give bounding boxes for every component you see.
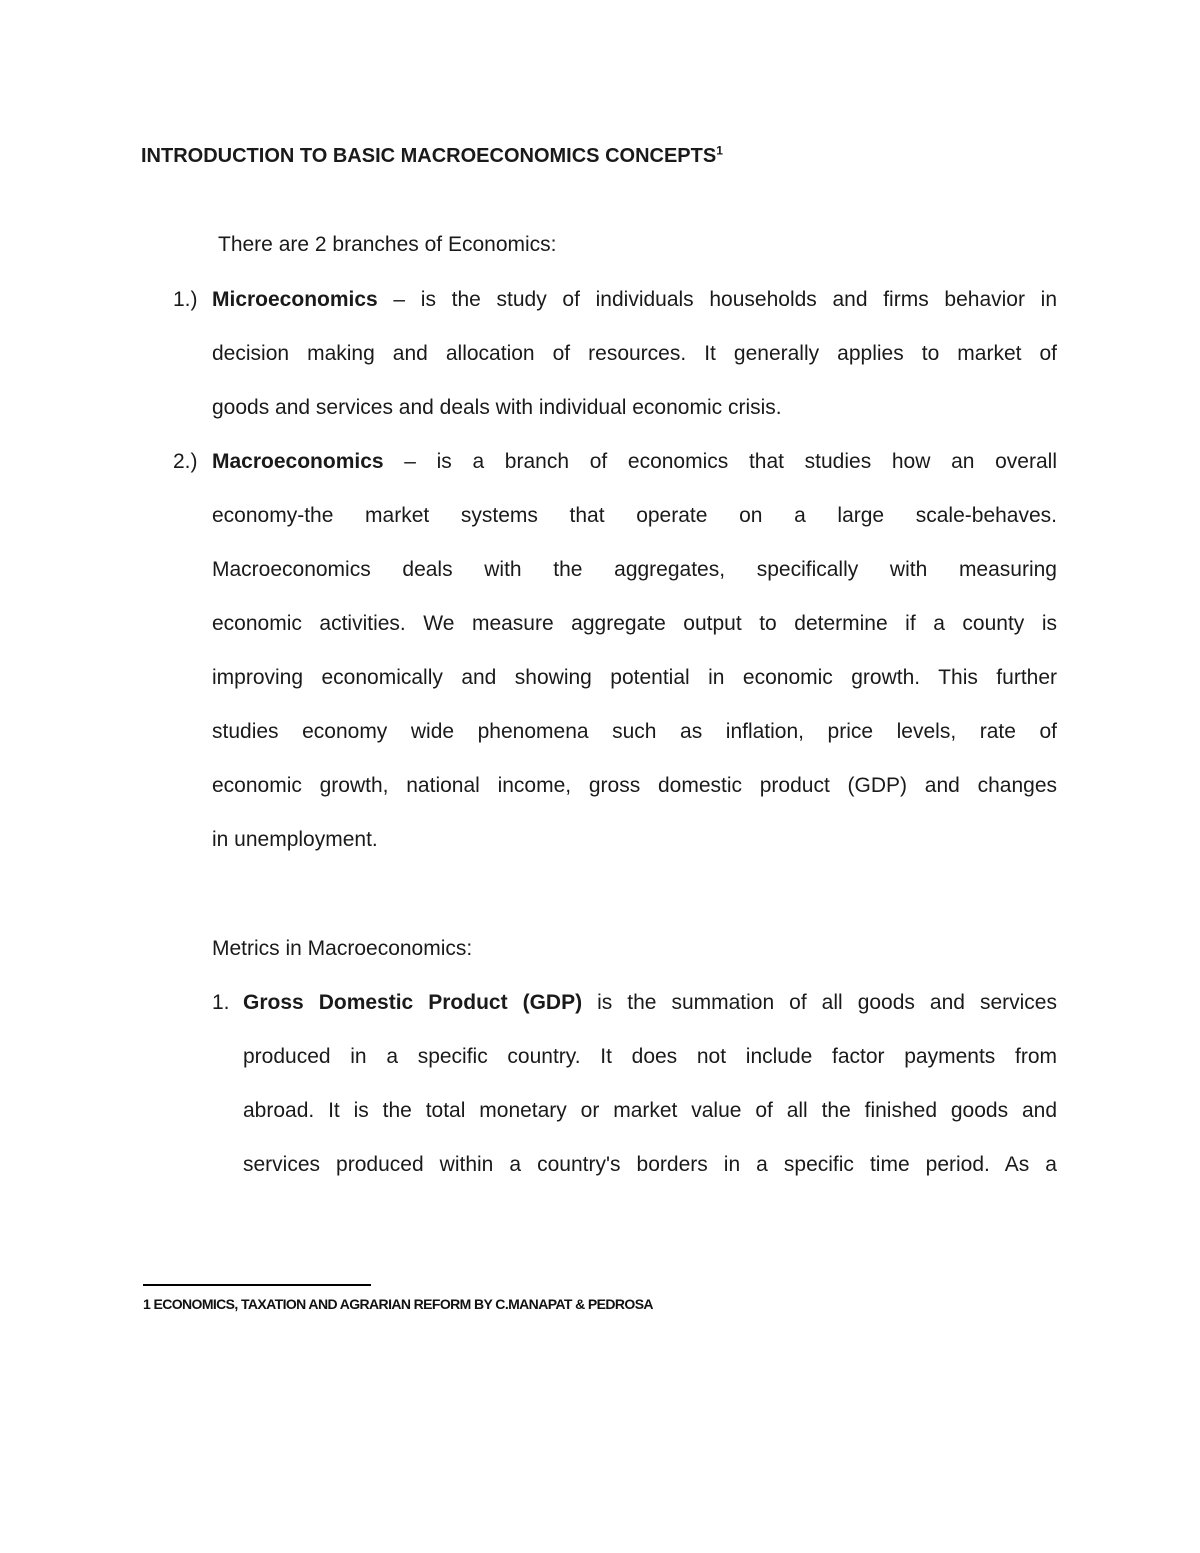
branch-1-line-3: goods and services and deals with individual economic crisis. — [212, 396, 782, 419]
branch-1-term: Microeconomics — [212, 288, 378, 311]
metric-1-line-3: abroad. It is the total monetary or market value of all the finished goods and — [243, 1099, 1057, 1122]
branch-2-line-1-text: – is a branch of economics that studies how an overall — [383, 450, 1057, 473]
branch-2-line-8: in unemployment. — [212, 828, 378, 851]
metric-1-line-4: services produced within a country's borders in a specific time period. As a — [243, 1153, 1057, 1176]
metric-1-item — [243, 988, 1057, 1204]
metric-1-number: 1. — [212, 991, 230, 1014]
branch-2-line-2: economy-the market systems that operate on a large scale-behaves. — [212, 504, 1057, 527]
branch-2-term: Macroeconomics — [212, 450, 384, 473]
branch-1-line-1 — [212, 285, 1057, 339]
document-title — [141, 142, 723, 170]
branch-1-line-2: decision making and allocation of resources. It generally applies to market of — [212, 342, 1057, 365]
branch-2-line-6: studies economy wide phenomena such as inflation, price levels, rate of — [212, 720, 1057, 743]
title-text: INTRODUCTION TO BASIC MACROECONOMICS CONCEPTS — [141, 145, 717, 167]
branch-2-line-5: improving economically and showing potential in economic growth. This further — [212, 666, 1057, 689]
intro-text: There are 2 branches of Economics: — [218, 233, 557, 256]
branch-1-number: 1.) — [173, 288, 198, 311]
metric-1-line-1 — [243, 988, 1057, 1042]
branch-2-line-4: economic activities. We measure aggregate output to determine if a county is — [212, 612, 1057, 635]
branch-1-line-1-text: – is the study of individuals households and firms behavior in — [377, 288, 1057, 311]
metric-1-line-2: produced in a specific country. It does not include factor payments from — [243, 1045, 1057, 1068]
branch-2-number: 2.) — [173, 450, 198, 473]
branch-2-line-1 — [212, 447, 1057, 501]
branch-2-line-7: economic growth, national income, gross domestic product (GDP) and changes — [212, 774, 1057, 797]
footnote: 1 ECONOMICS, TAXATION AND AGRARIAN REFORM BY C.MANAPAT & PEDROSA — [143, 1296, 653, 1312]
metric-1-term: Gross Domestic Product (GDP) — [243, 991, 583, 1014]
metrics-heading: Metrics in Macroeconomics: — [212, 937, 473, 960]
branch-2-item — [212, 447, 1057, 879]
branch-2-line-3: Macroeconomics deals with the aggregates, specifically with measuring — [212, 558, 1057, 581]
title-footnote-ref: 1 — [716, 143, 723, 158]
branch-1-item — [212, 285, 1057, 447]
metric-1-line-1-text: is the summation of all goods and services — [582, 991, 1057, 1014]
footnote-separator — [143, 1284, 371, 1286]
